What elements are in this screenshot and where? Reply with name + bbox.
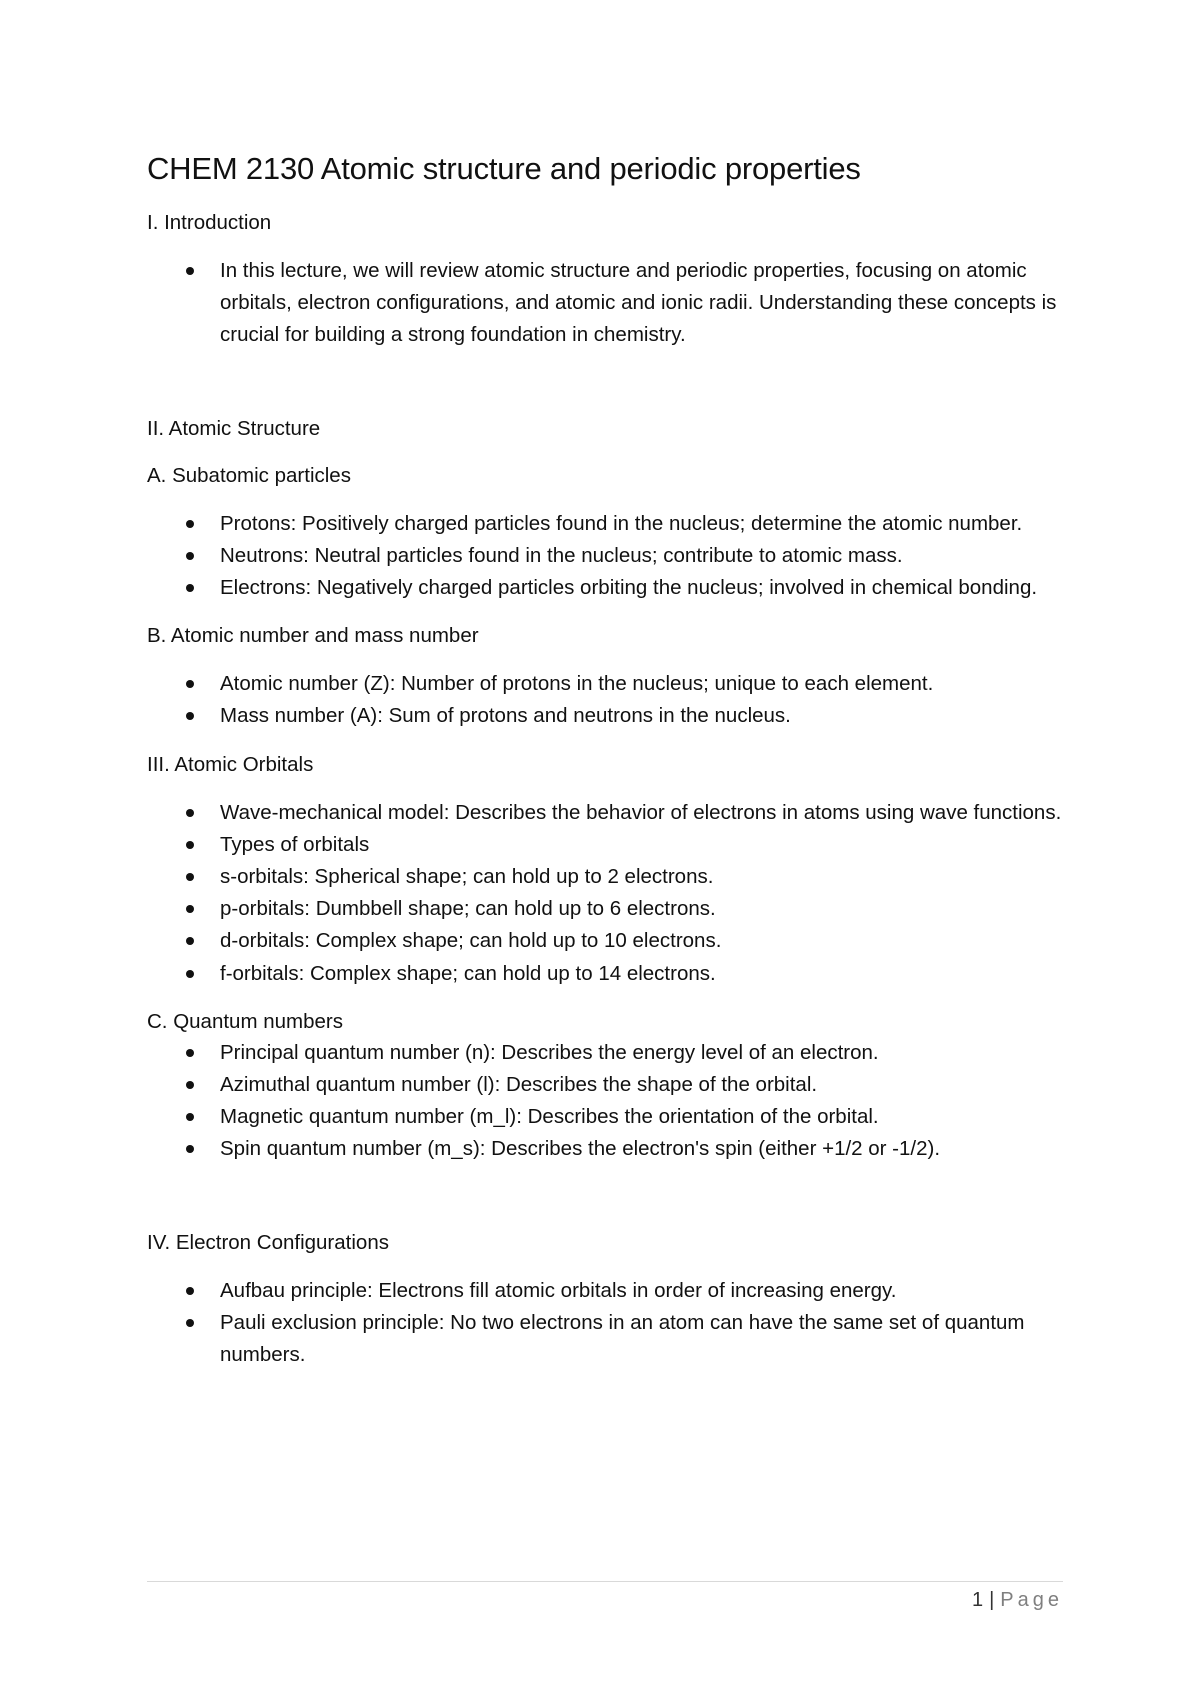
bullet-icon [186, 873, 194, 881]
list-item [147, 1101, 1067, 1133]
bullet-icon [186, 584, 194, 592]
list-item-text: s-orbitals: Spherical shape; can hold up to 2 electrons. [220, 865, 714, 889]
list-item [147, 829, 1067, 861]
list-item-text: Atomic number (Z): Number of protons in the nucleus; unique to each element. [220, 672, 934, 696]
section-heading-atomic-orbitals: III. Atomic Orbitals [147, 752, 314, 776]
page-number: 1 [971, 1589, 984, 1611]
section-heading-atomic-mass-number: B. Atomic number and mass number [147, 624, 479, 648]
bullet-icon [186, 1319, 194, 1327]
list-item [147, 1133, 1067, 1165]
list-item-text: p-orbitals: Dumbbell shape; can hold up to 6 electrons. [220, 897, 716, 921]
list-item-text: Spin quantum number (m_s): Describes the electron's spin (either +1/2 or -1/2). [220, 1137, 941, 1161]
bullet-icon [186, 1113, 194, 1121]
list-item-text: Azimuthal quantum number (l): Describes the shape of the orbital. [220, 1073, 818, 1097]
bullet-icon [186, 1287, 194, 1295]
subatomic-particles-list [147, 508, 1067, 605]
footer-separator: | [989, 1589, 995, 1611]
list-item-text: Mass number (A): Sum of protons and neutrons in the nucleus. [220, 704, 791, 728]
list-item-text: In this lecture, we will review atomic structure and periodic properties, focusing on atomic orbitals, electron configurations, and atomic and ionic radii. Understanding these concepts is crucial for building a strong foundation in chemistry. [220, 259, 1057, 347]
list-item [147, 1069, 1067, 1101]
list-item [147, 958, 1067, 990]
introduction-list [147, 255, 1067, 352]
bullet-icon [186, 1049, 194, 1057]
list-item-text: Electrons: Negatively charged particles orbiting the nucleus; involved in chemical bonding. [220, 576, 1038, 600]
section-heading-atomic-structure: II. Atomic Structure [147, 416, 321, 440]
list-item [147, 1275, 1067, 1307]
bullet-icon [186, 1081, 194, 1089]
list-item [147, 1307, 1067, 1371]
bullet-icon [186, 267, 194, 275]
list-item [147, 668, 1067, 700]
page-label: Page [1000, 1589, 1063, 1611]
list-item [147, 1037, 1067, 1069]
quantum-numbers-list [147, 1037, 1067, 1166]
list-item-text: Protons: Positively charged particles found in the nucleus; determine the atomic number. [220, 511, 1023, 535]
bullet-icon [186, 552, 194, 560]
list-item-text: Types of orbitals [220, 832, 370, 856]
bullet-icon [186, 905, 194, 913]
list-item-text: f-orbitals: Complex shape; can hold up to 14 electrons. [220, 961, 716, 985]
list-item-text: Principal quantum number (n): Describes the energy level of an electron. [220, 1040, 879, 1064]
bullet-icon [186, 937, 194, 945]
list-item [147, 540, 1067, 572]
section-heading-introduction: I. Introduction [147, 211, 272, 234]
bullet-icon [186, 680, 194, 688]
document-body [147, 148, 1067, 1371]
document-title: CHEM 2130 Atomic structure and periodic properties [147, 151, 861, 186]
list-item [147, 893, 1067, 925]
section-heading-quantum-numbers: C. Quantum numbers [147, 1009, 343, 1033]
list-item-text: Magnetic quantum number (m_l): Describes the orientation of the orbital. [220, 1105, 879, 1129]
atomic-orbitals-list [147, 797, 1067, 990]
list-item-text: Pauli exclusion principle: No two electrons in an atom can have the same set of quantum numbers. [220, 1310, 1025, 1367]
list-item [147, 700, 1067, 732]
bullet-icon [186, 520, 194, 528]
list-item-text: Neutrons: Neutral particles found in the nucleus; contribute to atomic mass. [220, 543, 903, 567]
bullet-icon [186, 841, 194, 849]
list-item-text: d-orbitals: Complex shape; can hold up to 10 electrons. [220, 929, 722, 953]
list-item [147, 508, 1067, 540]
section-heading-subatomic-particles: A. Subatomic particles [147, 463, 351, 487]
electron-configurations-list [147, 1275, 1067, 1372]
section-heading-electron-configurations: IV. Electron Configurations [147, 1230, 389, 1254]
list-item [147, 255, 1067, 352]
footer-divider [147, 1581, 1063, 1582]
list-item-text: Wave-mechanical model: Describes the behavior of electrons in atoms using wave functions. [220, 800, 1062, 824]
bullet-icon [186, 809, 194, 817]
list-item [147, 925, 1067, 957]
list-item [147, 861, 1067, 893]
atomic-number-list [147, 668, 1067, 732]
bullet-icon [186, 712, 194, 720]
list-item [147, 797, 1067, 829]
bullet-icon [186, 970, 194, 978]
page-footer [972, 1586, 1063, 1614]
list-item-text: Aufbau principle: Electrons fill atomic orbitals in order of increasing energy. [220, 1278, 897, 1302]
bullet-icon [186, 1145, 194, 1153]
list-item [147, 572, 1067, 604]
